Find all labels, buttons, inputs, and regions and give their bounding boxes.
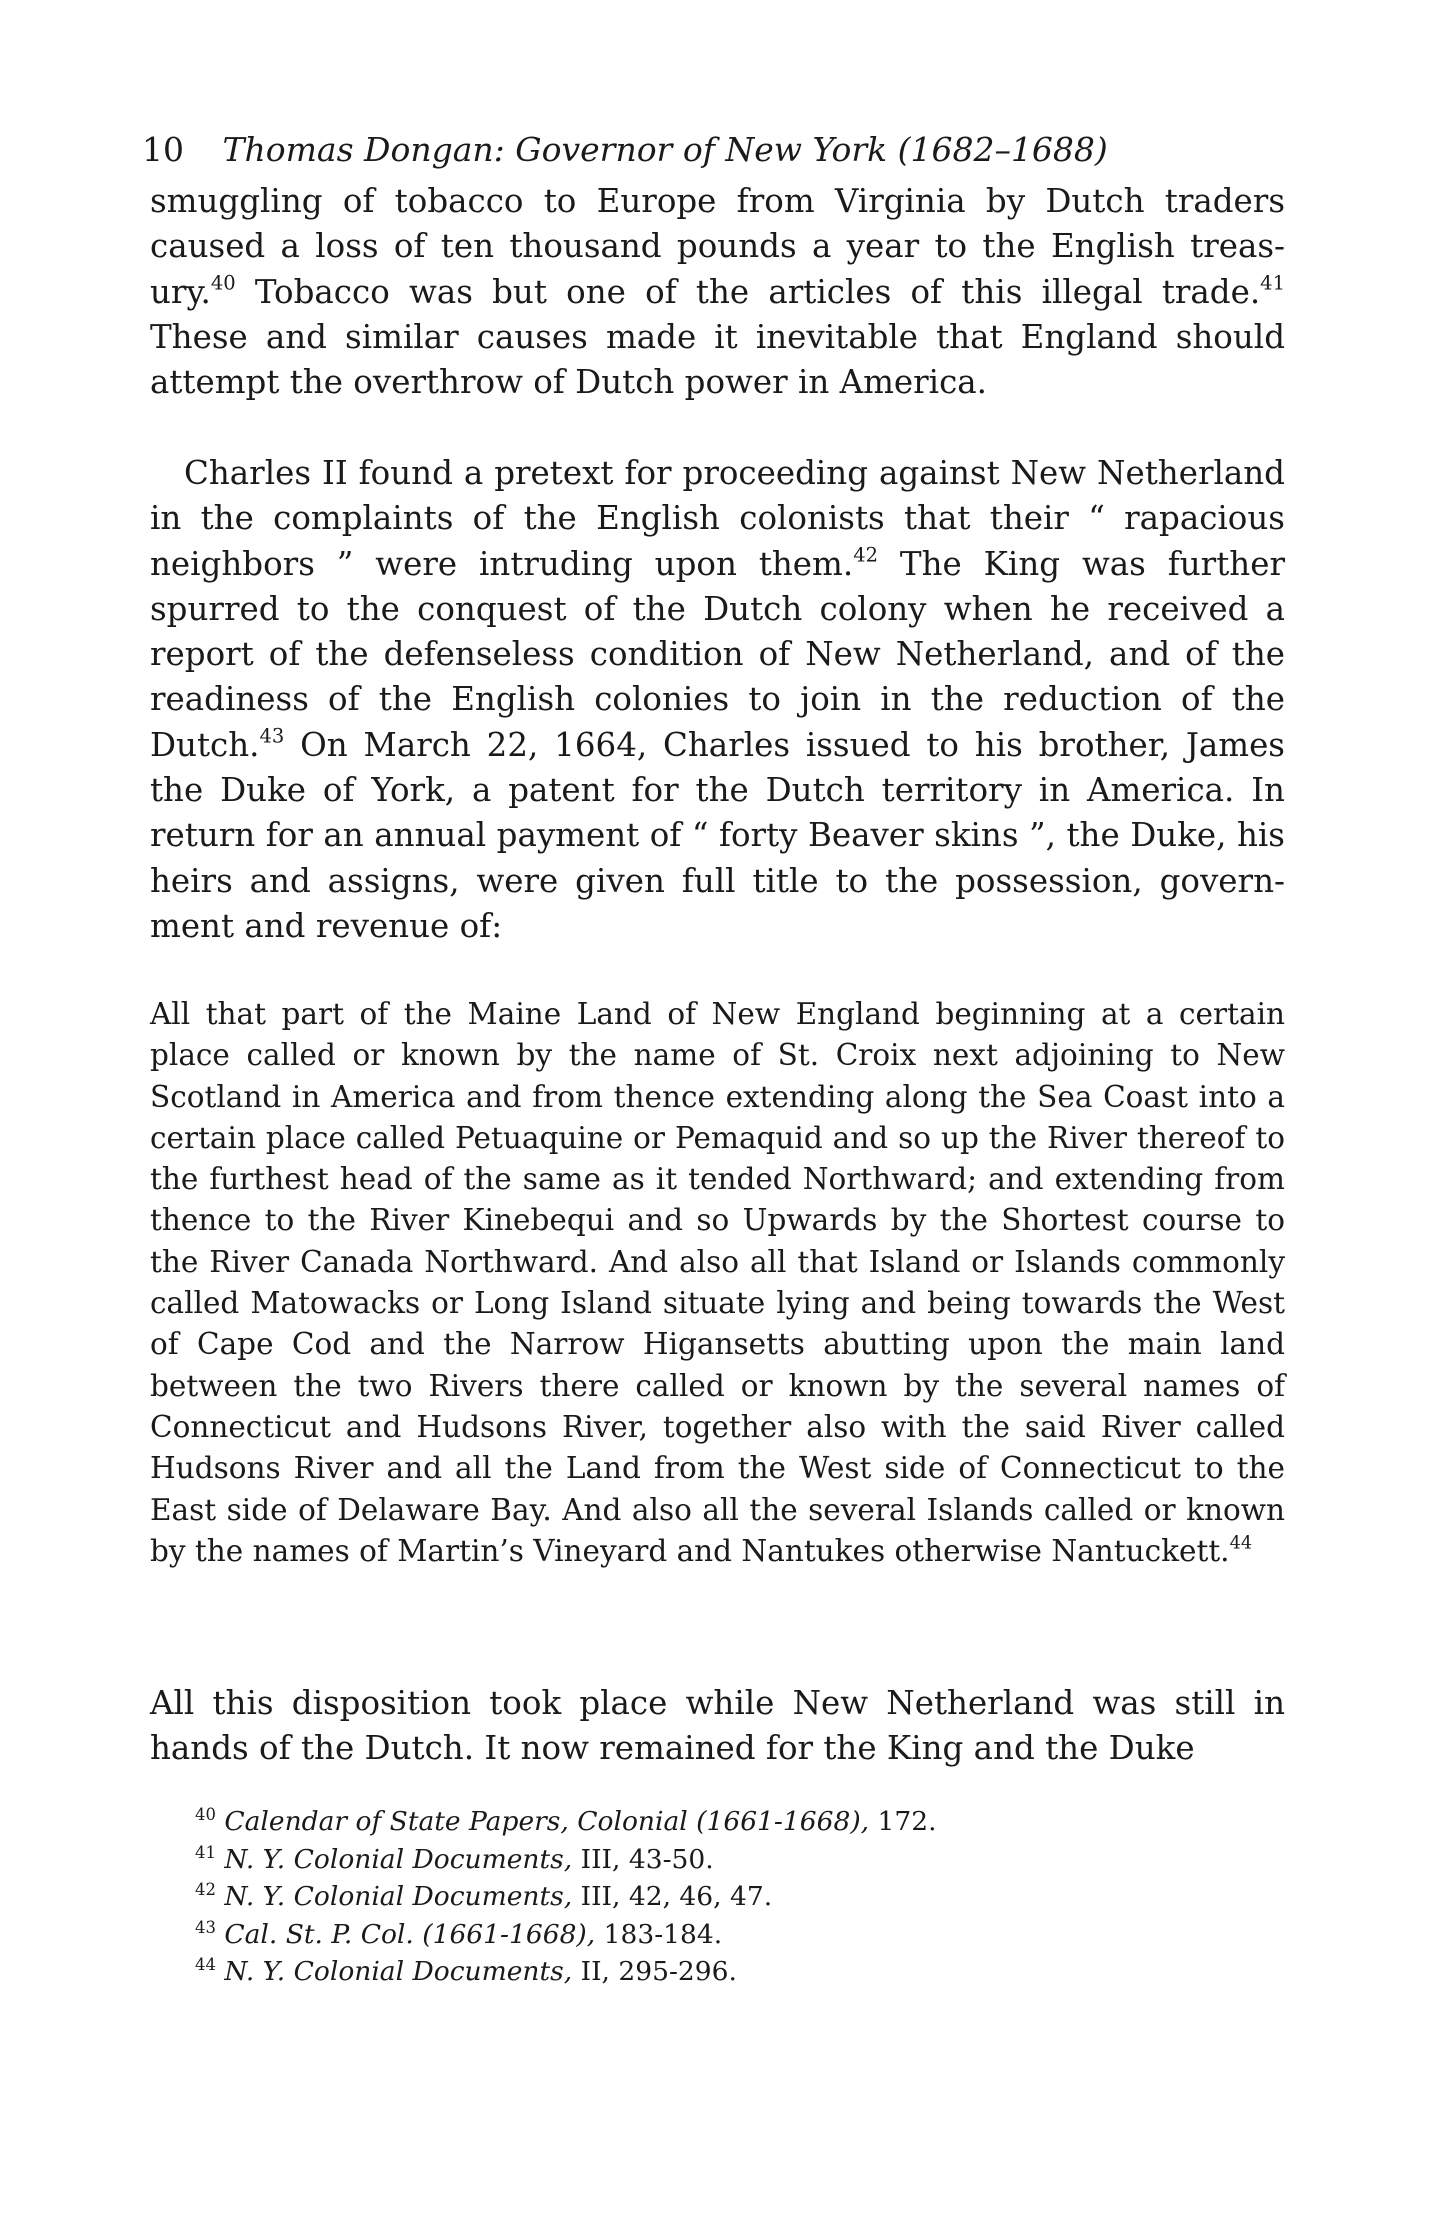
footnote-detail: III, 43-50. bbox=[572, 1843, 714, 1875]
footnote-source: Cal. St. P. Col. (1661-1668), bbox=[224, 1918, 596, 1950]
block-quote-patent bbox=[150, 994, 1285, 1572]
footnote-detail: 183-184. bbox=[595, 1918, 723, 1950]
paragraph-smuggling bbox=[150, 179, 1285, 405]
footnotes bbox=[195, 1803, 1275, 1991]
paragraph-disposition bbox=[150, 1681, 1285, 1772]
footnote-source: N. Y. Colonial Documents, bbox=[224, 1881, 573, 1912]
footnote-ref-40: 40 bbox=[210, 270, 236, 294]
paragraph-text: smuggling of tobacco to Europe from Virginia by Dutch traders caused a loss of ten thousand pounds a year to the English treasury. bbox=[150, 182, 1285, 311]
paragraph-text: On March 22, 1664, Charles issued to his brother, James the Duke of York, a patent for the Dutch territory in America. In return for an annual payment of “ forty Beaver skins ”, the Duke, his heirs and assigns, were given full title to the possession, government and revenue of: bbox=[150, 725, 1285, 945]
quote-text: All that part of the Maine Land of New England beginning at a certain place called or known by the name of St. Croix next adjoining to New Scotland in America and from thence extending along the Sea Coast into a certain place called Petuaquine or Pemaquid and so up the River thereof to the furthest head of the same as it tended Northward; and extending from thence to the River Kinebequi and so Upwards by the Shortest course to the River Canada Northward. And also all that Island or Islands commonly called Matowacks or Long Island situate lying and being towards the West of Cape Cod and the Narrow Higansetts abutting upon the main land between the two Rivers there called or known by the several names of Connecticut and Hudsons River, together also with the said River called Hudsons River and all the Land from the West side of Connecticut to the East side of Delaware Bay. And also all the several Islands called or known by the names of Martin’s Vineyard and Nantukes otherwise Nantuckett. bbox=[150, 997, 1285, 1568]
paragraph-text: All this disposition took place while New Netherland was still in hands of the Dutch. It now remained for the King and the Duke bbox=[150, 1684, 1285, 1768]
footnote-44 bbox=[195, 1953, 1275, 1991]
footnote-source: N. Y. Colonial Documents, bbox=[224, 1843, 573, 1875]
footnote-source: N. Y. Colonial Documents, bbox=[224, 1956, 573, 1987]
paragraph-text: These and similar causes made it inevitable that England should attempt the overthrow of Dutch power in America. bbox=[150, 317, 1285, 402]
running-head bbox=[142, 128, 1282, 172]
footnote-number: 44 bbox=[195, 1955, 216, 1975]
footnote-source: Calendar of State Papers, Colonial (1661-1668), bbox=[224, 1806, 870, 1837]
paragraph-charles-ii bbox=[150, 451, 1285, 949]
footnote-number: 41 bbox=[195, 1842, 216, 1862]
footnote-detail: III, 42, 46, 47. bbox=[572, 1881, 773, 1912]
paragraph-text: Charles II found a pretext for proceeding against New Netherland in the complaints of the English colonists that their “ rapacious neighbors ” were intruding upon them. bbox=[150, 454, 1285, 583]
footnote-number: 43 bbox=[195, 1917, 216, 1937]
footnote-ref-42: 42 bbox=[853, 542, 879, 566]
footnote-41 bbox=[195, 1841, 1275, 1879]
footnote-detail: II, 295-296. bbox=[572, 1956, 737, 1987]
footnote-42 bbox=[195, 1878, 1275, 1916]
paragraph-text: The King was further spurred to the conquest of the Dutch colony when he received a report of the defenseless condition of New Netherland, and of the readiness of the English colonies to join in the reduction of the Dutch. bbox=[150, 544, 1285, 764]
footnote-detail: 172. bbox=[869, 1806, 937, 1837]
footnote-40 bbox=[195, 1803, 1275, 1841]
footnote-ref-43: 43 bbox=[259, 724, 285, 748]
footnote-ref-41: 41 bbox=[1260, 270, 1285, 294]
footnote-number: 42 bbox=[195, 1880, 216, 1900]
paragraph-text: Tobacco was but one of the articles of this illegal trade. bbox=[235, 272, 1261, 311]
running-title: Thomas Dongan: Governor of New York (1682–1688) bbox=[222, 130, 1108, 169]
page-number: 10 bbox=[142, 130, 184, 169]
footnote-ref-44: 44 bbox=[1229, 1533, 1253, 1554]
footnote-43 bbox=[195, 1916, 1275, 1954]
footnote-number: 40 bbox=[195, 1805, 216, 1825]
